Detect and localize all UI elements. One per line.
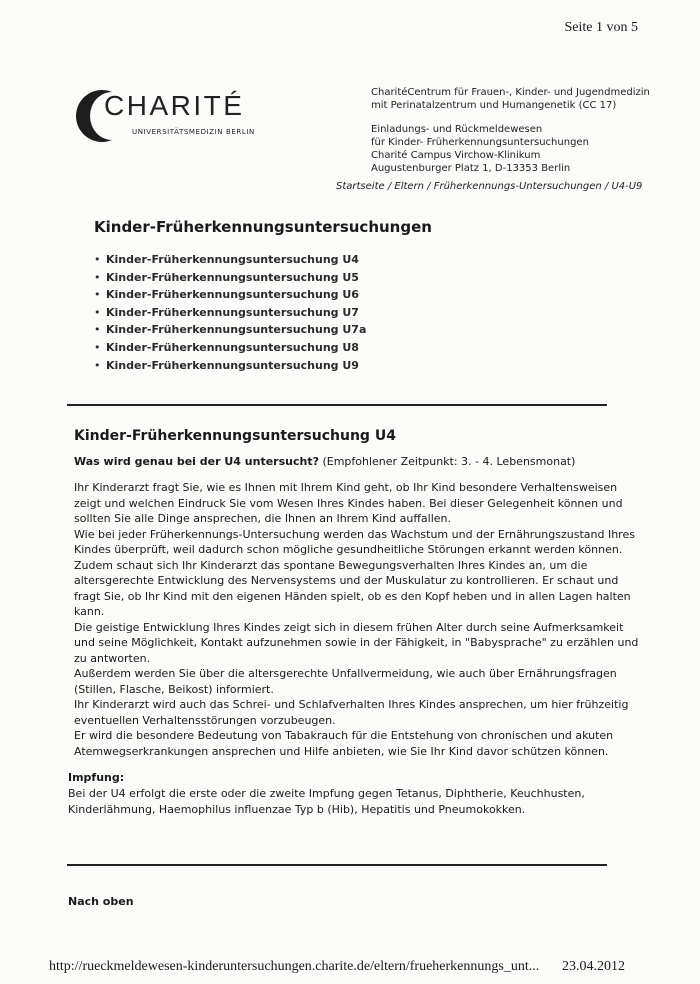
- body-line: sollten Sie alle Dinge ansprechen, die Ihnen an Ihrem Kind auffallen.: [74, 512, 452, 525]
- body-line: (Stillen, Flasche, Beikost) informiert.: [74, 682, 274, 696]
- section-question: [74, 455, 575, 468]
- body-line: Bei der U4 erfolgt die erste oder die zweite Impfung gegen Tetanus, Diphtherie, Keuchhusten,: [68, 787, 585, 800]
- page-number: Seite 1 von 5: [564, 20, 638, 35]
- body-line: Zudem schaut sich Ihr Kinderarzt das spontane Bewegungsverhalten Ihres Kindes an, um die: [74, 558, 588, 572]
- address-line: Charité Campus Virchow-Klinikum: [371, 150, 541, 161]
- divider: [67, 864, 607, 866]
- body-line: zeigt und welchen Eindruck Sie vom Wesen Ihres Kindes haben. Bei dieser Gelegenheit können und: [74, 496, 623, 510]
- section-body: [74, 480, 639, 759]
- body-line: Kinderlähmung, Haemophilus influenzae Typ b (Hib), Hepatitis und Pneumokokken.: [68, 802, 526, 816]
- body-line: zu antworten.: [74, 651, 151, 665]
- question-text: Was wird genau bei der U4 untersucht?: [74, 455, 319, 468]
- toc-link-u7[interactable]: • Kinder-Früherkennungsuntersuchung U7: [94, 304, 366, 322]
- toc-link-u8[interactable]: • Kinder-Früherkennungsuntersuchung U8: [94, 339, 366, 357]
- body-line: kann.: [74, 605, 105, 618]
- breadcrumb[interactable]: Startseite / Eltern / Früherkennungs-Untersuchungen / U4-U9: [336, 181, 643, 192]
- toc-link-u9[interactable]: • Kinder-Früherkennungsuntersuchung U9: [94, 357, 366, 375]
- toc-link-u7a[interactable]: • Kinder-Früherkennungsuntersuchung U7a: [94, 321, 366, 339]
- address-block-centre: [371, 86, 650, 112]
- body-line: Atemwegserkrankungen ansprechen und Hilfe anbieten, wie Sie Ihr Kind davor schützen können.: [74, 744, 609, 758]
- address-line: für Kinder- Früherkennungsuntersuchungen: [371, 137, 589, 148]
- charite-logo[interactable]: [76, 86, 276, 156]
- body-line: und seine Möglichkeit, Kontakt aufzunehmen sowie in der Fähigkeit, in "Babysprache" zu erzählen und: [74, 636, 639, 649]
- body-line: Ihr Kinderarzt fragt Sie, wie es Ihnen mit Ihrem Kind geht, ob Ihr Kind besondere Verhaltensweisen: [74, 481, 618, 494]
- body-line: Kindes überprüft, weil dadurch schon mögliche gesundheitliche Störungen erkannt werden können.: [74, 543, 623, 556]
- address-line: CharitéCentrum für Frauen-, Kinder- und Jugendmedizin: [371, 87, 650, 98]
- divider: [67, 404, 607, 406]
- toc-link-u4[interactable]: • Kinder-Früherkennungsuntersuchung U4: [94, 251, 366, 269]
- body-line: Ihr Kinderarzt wird auch das Schrei- und Schlafverhalten Ihres Kindes ansprechen, um hier frühzeitig: [74, 698, 629, 711]
- toc-link-u6[interactable]: • Kinder-Früherkennungsuntersuchung U6: [94, 286, 366, 304]
- body-line: fragt Sie, ob Ihr Kind mit den eigenen Händen spielt, ob es den Kopf heben und in allen Lagen halten: [74, 589, 631, 603]
- back-to-top-link[interactable]: Nach oben: [68, 895, 134, 908]
- body-line: eventuellen Verhaltensstörungen vorzubeugen.: [74, 713, 336, 727]
- recommended-timing: (Empfohlener Zeitpunkt: 3. - 4. Lebensmonat): [322, 455, 576, 468]
- address-line: Einladungs- und Rückmeldewesen: [371, 124, 543, 135]
- toc-link-u5[interactable]: • Kinder-Früherkennungsuntersuchung U5: [94, 269, 366, 287]
- body-line: Die geistige Entwicklung Ihres Kindes zeigt sich in diesem frühen Alter durch seine Aufmerksamkeit: [74, 620, 624, 634]
- page-title: Kinder-Früherkennungsuntersuchungen: [94, 218, 432, 236]
- footer-url: http://rueckmeldewesen-kinderuntersuchungen.charite.de/eltern/frueherkennungs_unt...: [49, 959, 540, 974]
- impfung-heading: Impfung:: [68, 771, 125, 784]
- body-line: Er wird die besondere Bedeutung von Tabakrauch für die Entstehung von chronischen und akuten: [74, 729, 614, 742]
- address-block-contact: [371, 123, 589, 175]
- impfung-body: [68, 786, 585, 817]
- body-line: Außerdem werden Sie über die altersgerechte Unfallvermeidung, wie auch über Ernährungsfragen: [74, 667, 617, 680]
- logo-subtitle: UNIVERSITÄTSMEDIZIN BERLIN: [132, 128, 255, 136]
- logo-wordmark: CHARITÉ: [104, 90, 245, 121]
- section-heading-u4: Kinder-Früherkennungsuntersuchung U4: [74, 428, 396, 444]
- footer-date: 23.04.2012: [562, 959, 625, 974]
- address-line: Augustenburger Platz 1, D-13353 Berlin: [371, 163, 571, 174]
- address-line: mit Perinatalzentrum und Humangenetik (CC 17): [371, 100, 617, 111]
- body-line: Wie bei jeder Früherkennungs-Untersuchung werden das Wachstum und der Ernährungszustand Ihres: [74, 527, 635, 541]
- table-of-contents: [94, 251, 366, 374]
- body-line: altersgerechte Entwicklung des Nervensystems und der Muskulatur zu kontrollieren. Er schaut und: [74, 574, 619, 587]
